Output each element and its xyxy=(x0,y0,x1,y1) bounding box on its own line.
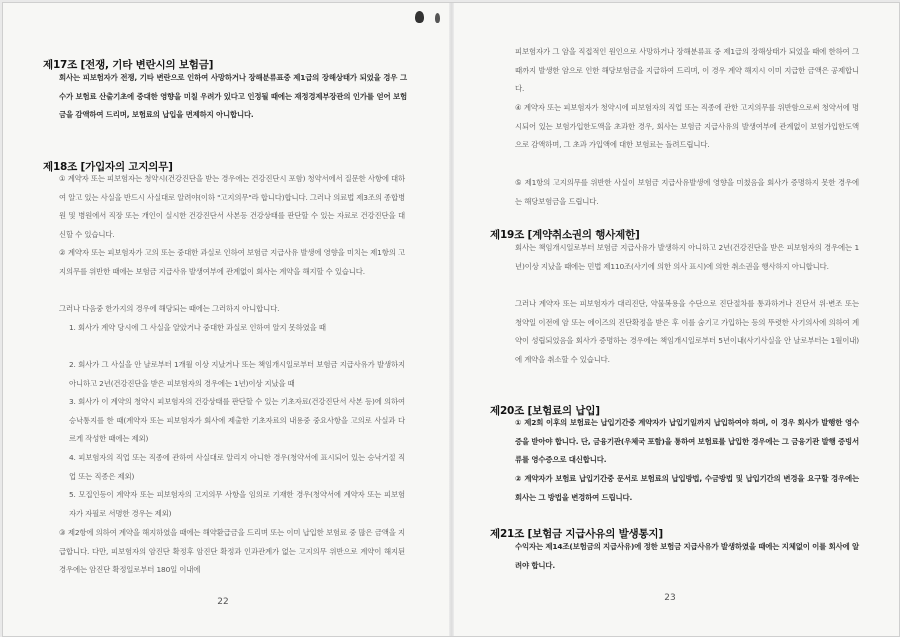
article-19-para-1: 회사는 책임개시일로부터 보험금 지급사유가 발생하지 아니하고 2년(건강진단을 받은 피보험자의 경우에는 1년)이상 지났을 때에는 민법 제110조(사기에 의한 의사 표시)에 의한 취소권을 행사하지 아니합니다. xyxy=(515,243,859,271)
article-21-para-1: 수익자는 제14조(보험금의 지급사유)에 정한 보험금 지급사유가 발생하였을 때에는 지체없이 이를 회사에 알려야 합니다. xyxy=(515,542,859,570)
article-18-item-4: 4. 피보험자의 직업 또는 직종에 관하여 사실대로 알리지 아니한 경우(청약서에 표시되어 있는 승낙거절 직업 또는 직종은 제외) xyxy=(69,453,405,481)
article-19-para-2: 그러나 계약자 또는 피보험자가 대리진단, 약물복용을 수단으로 진단절차를 통과하거나 진단서 위·변조 또는 청약일 이전에 암 또는 에이즈의 진단확정을 받은 후 이를 숨기고 가입하는 등의 뚜렷한 사기의사에 의하여 계약이 성립되었음을 회사가 증명하는 경우에는 책임개시일로부터 5년이내(사기사실을 안 날로부터는 1월이내)에 계약을 취소할 수 있습니다. xyxy=(515,299,859,364)
page-number: 22 xyxy=(217,597,229,607)
article-18-item-5: 5. 모집인등이 계약자 또는 피보험자의 고지의무 사항을 임의로 기재한 경우(청약서에 계약자 또는 피보험자가 자필로 서명한 경우는 제외) xyxy=(69,490,405,518)
article-20-para-1: ① 제2회 이후의 보험료는 납입기간중 계약자가 납입기일까지 납입하여야 하며, 이 경우 회사가 발행한 영수증을 받아야 합니다. 단, 금융기관(우체국 포함)을 통하여 보험료를 납입한 경우에는 그 금융기관 발행 증빙서류를 영수증으로 대신합니다. xyxy=(515,418,859,465)
article-21-title: 제21조 [보험금 지급사유의 발생통지] xyxy=(490,528,663,540)
article-17-title: 제17조 [전쟁, 기타 변란시의 보험금] xyxy=(43,59,214,71)
article-18-item-2: 2. 회사가 그 사실을 안 날로부터 1개월 이상 지났거나 또는 책임개시일로부터 보험금 지급사유가 발생하지 아니하고 2년(건강진단을 받은 피보험자의 경우에는 1년)이상 지났을 때 xyxy=(69,360,405,388)
article-17-body: 회사는 피보험자가 전쟁, 기타 변란으로 인하여 사망하거나 장해분류표중 제1급의 장해상태가 되었을 경우 그 수가 보험료 산출기초에 중대한 영향을 미칠 우려가 있다고 인정될 때에는 재정경제부장관의 인가를 얻어 보험금을 감액하여 드리며, 보험료의 납입을 면제하지 아니합니다. xyxy=(59,73,407,120)
page-number: 23 xyxy=(664,593,676,603)
article-19-title: 제19조 [계약취소권의 행사제한] xyxy=(490,229,640,241)
right-page xyxy=(452,3,899,636)
article-18-item-3: 3. 회사가 이 계약의 청약시 피보험자의 건강상태를 판단할 수 있는 기초자료(건강진단서 사본 등)에 의하여 승낙통지를 한 때(계약자 또는 피보험자가 회사에 제출한 기초자료의 내용중 중요사항을 고의로 사실과 다르게 작성한 때에는 제외) xyxy=(69,397,405,444)
article-18-item-1: 1. 회사가 계약 당시에 그 사실을 알았거나 중대한 과실로 인하여 알지 못하였을 때 xyxy=(69,323,326,332)
continued-para-3: ⑤ 제1항의 고지의무를 위반한 사실이 보험금 지급사유발생에 영향을 미쳤음을 회사가 증명하지 못한 경우에는 해당보험금을 드립니다. xyxy=(515,178,859,206)
left-page xyxy=(3,3,451,636)
article-18-title: 제18조 [가입자의 고지의무] xyxy=(43,161,173,173)
article-20-title: 제20조 [보험료의 납입] xyxy=(490,405,600,417)
document-spread xyxy=(2,2,900,637)
continued-para-2: ④ 계약자 또는 피보험자가 청약시에 피보험자의 직업 또는 직종에 관한 고지의무를 위반함으로써 청약서에 명시되어 있는 보험가입한도액을 초과한 경우, 회사는 보험금 지급사유의 발생여부에 관계없이 보험가입한도액으로 감액하며, 그 초과 가입액에 대한 보험료는 돌려드립니다. xyxy=(515,103,859,150)
continued-para-1: 피보험자가 그 암을 직접적인 원인으로 사망하거나 장해분류표 중 제1급의 장해상태가 되었을 때에 한하여 그때까지 발생한 암으로 인한 해당보험금을 지급하여 드리며, 이 경우 계약 해지시 이미 지급한 금액은 공제합니다. xyxy=(515,47,859,94)
article-18-para-1: ① 계약자 또는 피보험자는 청약시(건강진단을 받는 경우에는 건강진단시 포함) 청약서에서 질문한 사항에 대하여 알고 있는 사실을 반드시 사실대로 알려야(이하 "고지의무"라 합니다)합니다. 그러나 의료법 제3조의 종합병원 및 병원에서 직장 또는 개인이 실시한 건강진단서 사본등 건강상태를 판단할 수 있는 자료로 건강진단을 대신할 수 있습니다. xyxy=(59,174,405,239)
article-18-para-2: ② 계약자 또는 피보험자가 고의 또는 중대한 과실로 인하여 보험금 지급사유 발생에 영향을 미치는 제1항의 고지의무를 위반한 때에는 보험금 지급사유 발생여부에 관계없이 회사는 계약을 해지할 수 있습니다. xyxy=(59,248,405,276)
article-20-para-2: ② 계약자가 보험료 납입기간중 문서로 보험료의 납입방법, 수금방법 및 납입기간의 변경을 요구할 경우에는 회사는 그 방법을 변경하여 드립니다. xyxy=(515,474,859,502)
article-18-para-3: 그러나 다음중 한가지의 경우에 해당되는 때에는 그러하지 아니합니다. xyxy=(59,304,280,313)
article-18-para-4: ③ 제2항에 의하여 계약을 해지하였을 때에는 해약환급금을 드리며 또는 이미 납입한 보험료 중 많은 금액을 지급합니다. 다만, 피보험자의 암진단 확정후 암진단 확정과 인과관계가 없는 고지의무 위반으로 계약이 해지된 경우에는 암진단 확정일로부터 180일 이내에 xyxy=(59,528,405,575)
